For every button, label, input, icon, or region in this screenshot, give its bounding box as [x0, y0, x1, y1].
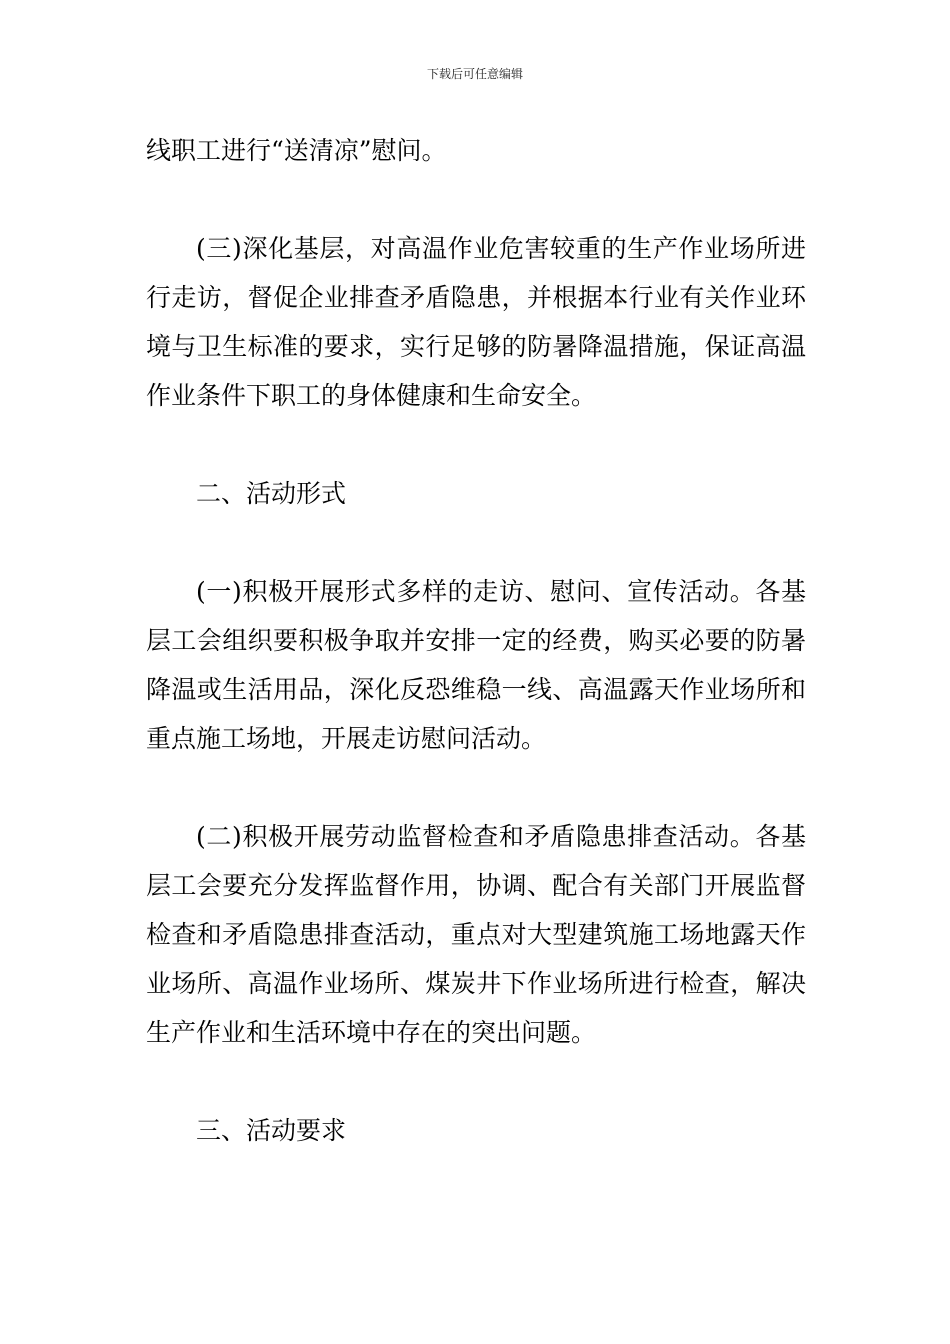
heading-activity-requirements: 三、活动要求 [196, 1116, 347, 1145]
paragraph-form-2: (二)积极开展劳动监督检查和矛盾隐患排查活动。各基层工会要充分发挥监督作用，协调、配合有关部门开展监督检查和矛盾隐患排查活动，重点对大型建筑施工场地露天作业场所、高温作业场所、煤炭井下作业场所进行检查，解决生产作业和生活环境中存在的突出问题。 [146, 822, 806, 1047]
paragraph-section-3: (三)深化基层，对高温作业危害较重的生产作业场所进行走访，督促企业排查矛盾隐患，并根据本行业有关作业环境与卫生标准的要求，实行足够的防暑降温措施，保证高温作业条件下职工的身体健康和生命安全。 [146, 234, 806, 410]
paragraph-form-1: (一)积极开展形式多样的走访、慰问、宣传活动。各基层工会组织要积极争取并安排一定的经费，购买必要的防暑降温或生活用品，深化反恐维稳一线、高温露天作业场所和重点施工场地，开展走访慰问活动。 [146, 577, 806, 753]
document-body [146, 126, 806, 1155]
paragraph-continuation: 线职工进行“送清凉”慰问。 [146, 136, 447, 165]
page-header: 下载后可任意编辑 [426, 67, 523, 81]
heading-activity-form: 二、活动形式 [196, 479, 347, 508]
